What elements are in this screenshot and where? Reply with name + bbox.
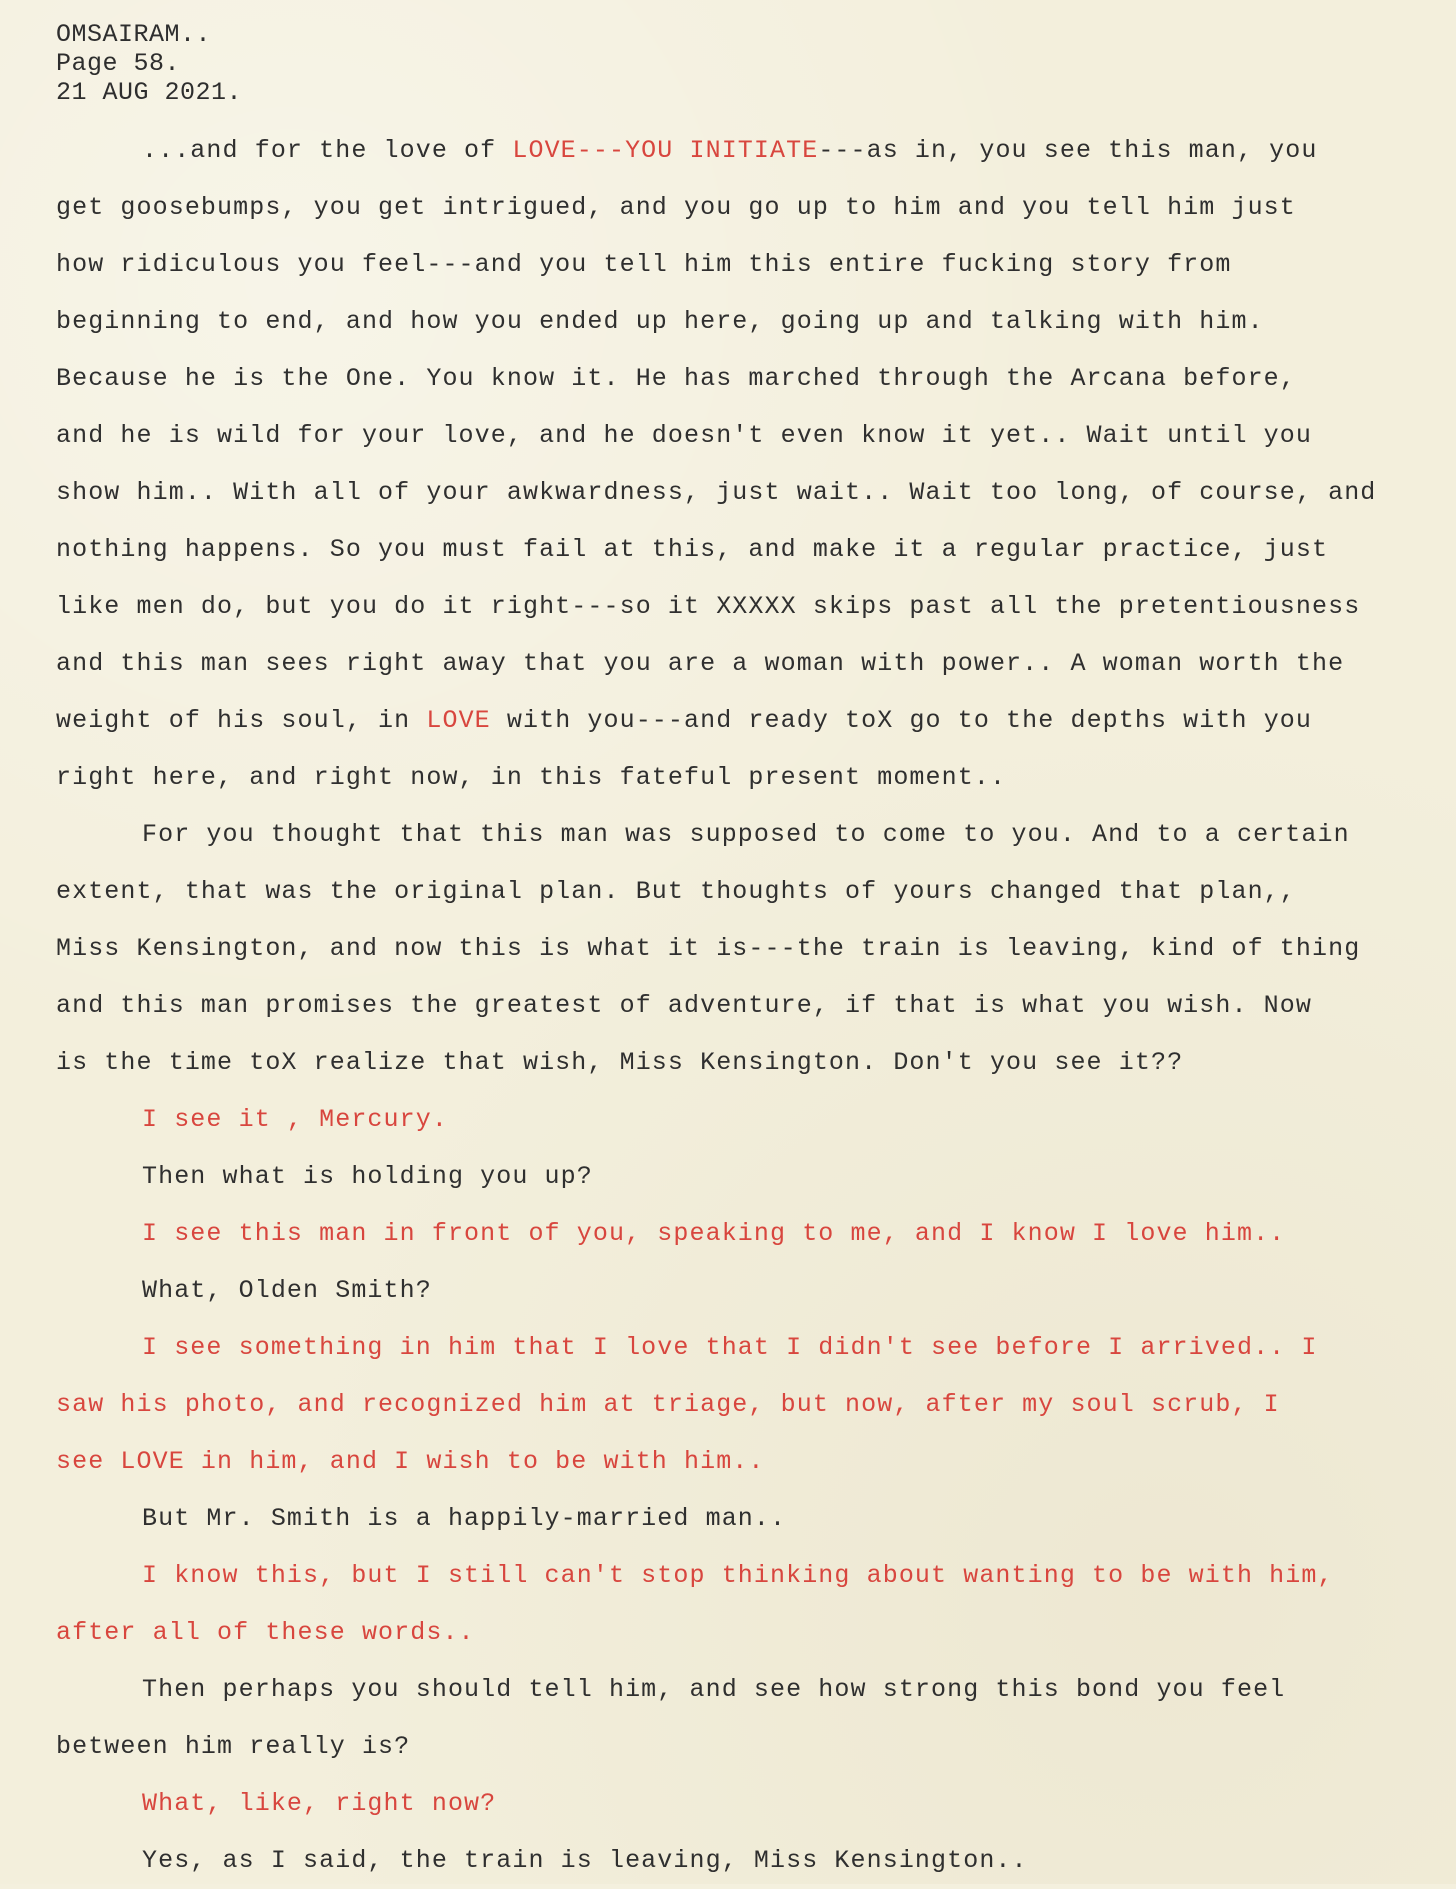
black-ink-segment: What, Olden Smith? bbox=[142, 1276, 432, 1305]
black-ink-segment: For you thought that this man was supposed to come to you. And to a certain bbox=[142, 820, 1350, 849]
text-line bbox=[56, 692, 1446, 749]
black-ink-segment: extent, that was the original plan. But thoughts of yours changed that plan,, bbox=[56, 877, 1296, 906]
black-ink-segment: But Mr. Smith is a happily-married man.. bbox=[142, 1504, 787, 1533]
text-line bbox=[56, 1091, 1446, 1148]
text-line bbox=[56, 236, 1446, 293]
text-line bbox=[56, 1262, 1446, 1319]
black-ink-segment: with you---and ready toX go to the depths with you bbox=[490, 706, 1313, 735]
text-line bbox=[56, 635, 1446, 692]
text-line bbox=[56, 1775, 1446, 1832]
red-ink-segment: I see this man in front of you, speaking to me, and I know I love him.. bbox=[142, 1219, 1286, 1248]
black-ink-segment: Yes, as I said, the train is leaving, Miss Kensington.. bbox=[142, 1846, 1028, 1875]
red-ink-segment: LOVE bbox=[426, 706, 491, 735]
black-ink-segment: is the time toX realize that wish, Miss Kensington. Don't you see it?? bbox=[56, 1048, 1184, 1077]
text-line bbox=[56, 293, 1446, 350]
black-ink-segment: how ridiculous you feel---and you tell him this entire fucking story from bbox=[56, 250, 1232, 279]
black-ink-segment: ...and for the love of bbox=[142, 136, 513, 165]
red-ink-segment: What, like, right now? bbox=[142, 1789, 497, 1818]
header-invocation: OMSAIRAM.. bbox=[56, 20, 212, 49]
text-line bbox=[56, 1718, 1446, 1775]
text-line bbox=[56, 1319, 1446, 1376]
black-ink-segment: and this man promises the greatest of adventure, if that is what you wish. Now bbox=[56, 991, 1312, 1020]
black-ink-segment: like men do, but you do it right---so it XXXXX skips past all the pretentiousness bbox=[56, 592, 1361, 621]
text-line bbox=[56, 1376, 1446, 1433]
text-line bbox=[56, 749, 1446, 806]
page-header bbox=[56, 20, 242, 107]
text-line bbox=[56, 1604, 1446, 1661]
red-ink-segment: after all of these words.. bbox=[56, 1618, 475, 1647]
black-ink-segment: and he is wild for your love, and he doesn't even know it yet.. Wait until you bbox=[56, 421, 1312, 450]
text-line bbox=[56, 1433, 1446, 1490]
text-line bbox=[56, 863, 1446, 920]
text-line bbox=[56, 521, 1446, 578]
black-ink-segment: and this man sees right away that you are a woman with power.. A woman worth the bbox=[56, 649, 1345, 678]
text-line bbox=[56, 1034, 1446, 1091]
black-ink-segment: Miss Kensington, and now this is what it is---the train is leaving, kind of thing bbox=[56, 934, 1361, 963]
text-line bbox=[56, 977, 1446, 1034]
black-ink-segment: get goosebumps, you get intrigued, and you go up to him and you tell him just bbox=[56, 193, 1296, 222]
text-line bbox=[56, 1205, 1446, 1262]
text-line bbox=[56, 578, 1446, 635]
red-ink-segment: saw his photo, and recognized him at triage, but now, after my soul scrub, I bbox=[56, 1390, 1280, 1419]
red-ink-segment: LOVE---YOU INITIATE bbox=[512, 136, 819, 165]
red-ink-segment: see LOVE in him, and I wish to be with him.. bbox=[56, 1447, 765, 1476]
black-ink-segment: weight of his soul, in bbox=[56, 706, 427, 735]
text-line bbox=[56, 350, 1446, 407]
header-page-number: Page 58. bbox=[56, 49, 181, 78]
black-ink-segment: show him.. With all of your awkwardness, just wait.. Wait too long, of course, and bbox=[56, 478, 1377, 507]
red-ink-segment: I see something in him that I love that I didn't see before I arrived.. I bbox=[142, 1333, 1318, 1362]
black-ink-segment: right here, and right now, in this fateful present moment.. bbox=[56, 763, 1007, 792]
typewritten-body bbox=[56, 122, 1446, 1889]
text-line bbox=[56, 407, 1446, 464]
text-line bbox=[56, 122, 1446, 179]
red-ink-segment: I see it , Mercury. bbox=[142, 1105, 448, 1134]
black-ink-segment: Because he is the One. You know it. He has marched through the Arcana before, bbox=[56, 364, 1296, 393]
text-line bbox=[56, 1148, 1446, 1205]
text-line bbox=[56, 1547, 1446, 1604]
text-line bbox=[56, 1661, 1446, 1718]
text-line bbox=[56, 806, 1446, 863]
black-ink-segment: beginning to end, and how you ended up here, going up and talking with him. bbox=[56, 307, 1264, 336]
header-date: 21 AUG 2021. bbox=[56, 78, 243, 107]
text-line bbox=[56, 179, 1446, 236]
text-line bbox=[56, 464, 1446, 521]
black-ink-segment: Then what is holding you up? bbox=[142, 1162, 593, 1191]
black-ink-segment: nothing happens. So you must fail at this, and make it a regular practice, just bbox=[56, 535, 1329, 564]
black-ink-segment: Then perhaps you should tell him, and see how strong this bond you feel bbox=[142, 1675, 1286, 1704]
text-line bbox=[56, 920, 1446, 977]
black-ink-segment: between him really is? bbox=[56, 1732, 411, 1761]
red-ink-segment: I know this, but I still can't stop thinking about wanting to be with him, bbox=[142, 1561, 1334, 1590]
text-line bbox=[56, 1490, 1446, 1547]
text-line bbox=[56, 1832, 1446, 1889]
black-ink-segment: ---as in, you see this man, you bbox=[818, 136, 1318, 165]
